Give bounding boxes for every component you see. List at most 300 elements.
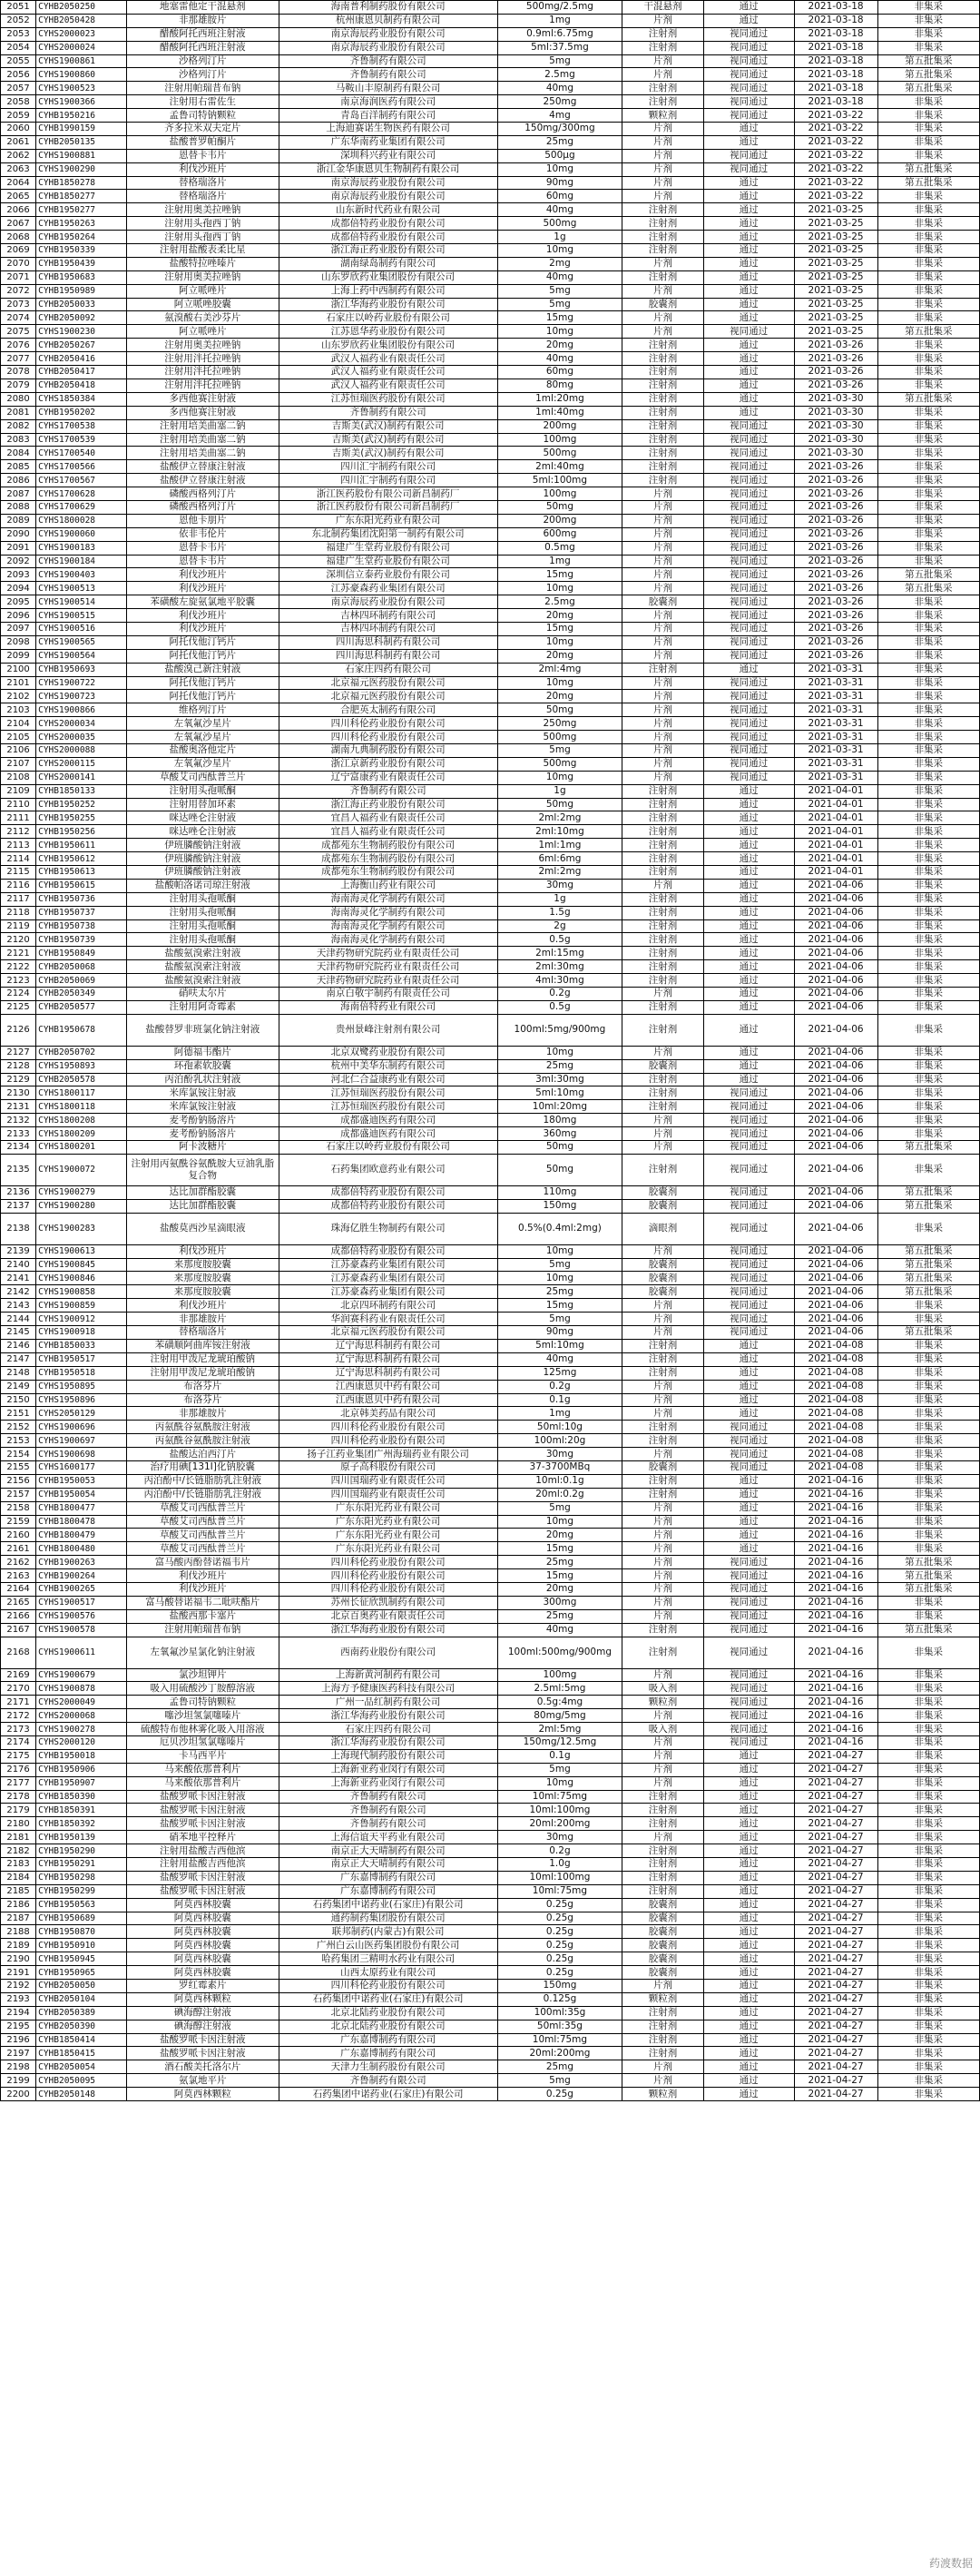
procurement-status-cell: 非集采 (877, 743, 979, 757)
company-name-cell: 齐鲁制药有限公司 (279, 1804, 497, 1817)
row-number-cell: 2053 (1, 27, 36, 41)
company-name-cell: 浙江华海药业股份有限公司 (279, 1735, 497, 1749)
acceptance-number-cell: CYHB1950263 (36, 217, 127, 231)
approval-date-cell: 2021-04-01 (794, 866, 877, 880)
dosage-form-cell: 片剂 (622, 703, 704, 717)
evaluation-status-cell: 视同通过 (703, 162, 794, 176)
drug-name-cell: 醋酸阿托西班注射液 (126, 41, 279, 54)
evaluation-status-cell: 通过 (703, 1763, 794, 1776)
acceptance-number-cell: CYHB2050416 (36, 352, 127, 366)
approval-date-cell: 2021-04-27 (794, 2020, 877, 2033)
specification-cell: 0.5mg (497, 541, 622, 555)
drug-name-cell: 伊班膦酸钠注射液 (126, 852, 279, 866)
specification-cell: 1.0g (497, 1858, 622, 1872)
drug-name-cell: 丙泊酚中/长链脂肪乳注射液 (126, 1474, 279, 1488)
acceptance-number-cell: CYHB1950611 (36, 839, 127, 852)
company-name-cell: 吉林四环制药有限公司 (279, 609, 497, 623)
acceptance-number-cell: CYHB1950139 (36, 1831, 127, 1844)
company-name-cell: 吉斯美(武汉)制药有限公司 (279, 433, 497, 447)
drug-name-cell: 沙格列汀片 (126, 54, 279, 68)
dosage-form-cell: 片剂 (622, 1515, 704, 1529)
table-row (1, 635, 980, 649)
specification-cell: 5ml:10mg (497, 1086, 622, 1100)
dosage-form-cell: 片剂 (622, 1529, 704, 1542)
dosage-form-cell: 胶囊剂 (622, 1925, 704, 1939)
evaluation-status-cell: 通过 (703, 1992, 794, 2006)
company-name-cell: 马鞍山丰原制药有限公司 (279, 82, 497, 95)
company-name-cell: 深圳信立泰药业股份有限公司 (279, 568, 497, 582)
table-row (1, 1434, 980, 1448)
evaluation-status-cell: 视同通过 (703, 1637, 794, 1668)
company-name-cell: 山西太原药业有限公司 (279, 1966, 497, 1980)
row-number-cell: 2097 (1, 622, 36, 635)
drug-name-cell: 注射用盐酸表柔比星 (126, 244, 279, 258)
procurement-status-cell: 非集采 (877, 244, 979, 258)
specification-cell: 50mg (497, 1154, 622, 1185)
drug-name-cell: 阿莫西林胶囊 (126, 1912, 279, 1925)
approval-date-cell: 2021-04-27 (794, 2006, 877, 2020)
procurement-status-cell: 第五批集采 (877, 1141, 979, 1155)
specification-cell: 5ml:10mg (497, 1339, 622, 1352)
specification-cell: 10ml:75mg (497, 1884, 622, 1898)
company-name-cell: 哈药集团三精明水药业有限公司 (279, 1952, 497, 1966)
approval-date-cell: 2021-03-31 (794, 731, 877, 744)
acceptance-number-cell: CYHB1950737 (36, 906, 127, 919)
approval-date-cell: 2021-04-16 (794, 1709, 877, 1723)
dosage-form-cell: 注射剂 (622, 1421, 704, 1434)
dosage-form-cell: 片剂 (622, 555, 704, 568)
table-row (1, 933, 980, 947)
acceptance-number-cell: CYHS1900696 (36, 1421, 127, 1434)
dosage-form-cell: 片剂 (622, 568, 704, 582)
approval-date-cell: 2021-03-22 (794, 190, 877, 203)
approval-date-cell: 2021-04-01 (794, 811, 877, 825)
approval-date-cell: 2021-04-27 (794, 1884, 877, 1898)
approval-date-cell: 2021-03-26 (794, 352, 877, 366)
acceptance-number-cell: CYHS1900183 (36, 541, 127, 555)
specification-cell: 150mg/300mg (497, 123, 622, 136)
approval-date-cell: 2021-04-01 (794, 852, 877, 866)
dosage-form-cell: 片剂 (622, 771, 704, 784)
row-number-cell: 2084 (1, 447, 36, 460)
specification-cell: 10mg (497, 582, 622, 595)
dosage-form-cell: 注射剂 (622, 825, 704, 839)
specification-cell: 20mg (497, 609, 622, 623)
company-name-cell: 四川国瑞药业有限责任公司 (279, 1488, 497, 1501)
acceptance-number-cell: CYHB1950339 (36, 244, 127, 258)
company-name-cell: 江苏豪森药业集团有限公司 (279, 1272, 497, 1285)
company-name-cell: 石药集团中诺药业(石家庄)有限公司 (279, 2088, 497, 2101)
drug-name-cell: 碘海醇注射液 (126, 2006, 279, 2020)
row-number-cell: 2083 (1, 433, 36, 447)
acceptance-number-cell: CYHB1950689 (36, 1912, 127, 1925)
table-row (1, 447, 980, 460)
company-name-cell: 天津力生制药股份有限公司 (279, 2060, 497, 2074)
drug-name-cell: 米库氯铵注射液 (126, 1086, 279, 1100)
specification-cell: 0.25g (497, 1966, 622, 1980)
table-row (1, 135, 980, 149)
row-number-cell: 2117 (1, 892, 36, 906)
specification-cell: 10ml:75mg (497, 1790, 622, 1804)
table-row (1, 622, 980, 635)
evaluation-status-cell: 视同通过 (703, 460, 794, 474)
row-number-cell: 2158 (1, 1501, 36, 1515)
drug-name-cell: 阿托伐他汀钙片 (126, 649, 279, 663)
row-number-cell: 2137 (1, 1199, 36, 1213)
company-name-cell: 广东嘉博制药有限公司 (279, 2033, 497, 2047)
dosage-form-cell: 片剂 (622, 1127, 704, 1141)
approval-date-cell: 2021-04-16 (794, 1623, 877, 1637)
evaluation-status-cell: 通过 (703, 960, 794, 974)
drug-name-cell: 阿卡波糖片 (126, 1141, 279, 1155)
dosage-form-cell: 胶囊剂 (622, 1939, 704, 1952)
company-name-cell: 石药集团欧意药业有限公司 (279, 1154, 497, 1185)
approval-date-cell: 2021-04-16 (794, 1488, 877, 1501)
table-row (1, 1992, 980, 2006)
specification-cell: 40mg (497, 203, 622, 217)
table-row (1, 54, 980, 68)
approval-date-cell: 2021-04-08 (794, 1339, 877, 1352)
specification-cell: 20mg (497, 649, 622, 663)
drug-name-cell: 阿立哌唑胶囊 (126, 298, 279, 311)
acceptance-number-cell: CYHS1900722 (36, 676, 127, 690)
approval-date-cell: 2021-04-06 (794, 1127, 877, 1141)
approval-date-cell: 2021-03-26 (794, 582, 877, 595)
row-number-cell: 2141 (1, 1272, 36, 1285)
dosage-form-cell: 注射剂 (622, 95, 704, 109)
row-number-cell: 2088 (1, 500, 36, 514)
table-row (1, 1393, 980, 1407)
evaluation-status-cell: 通过 (703, 311, 794, 325)
acceptance-number-cell: CYHS1900912 (36, 1313, 127, 1326)
drug-name-cell: 氨溴酸右美沙芬片 (126, 311, 279, 325)
procurement-status-cell: 非集采 (877, 825, 979, 839)
row-number-cell: 2089 (1, 514, 36, 527)
table-row (1, 203, 980, 217)
company-name-cell: 浙江华海药业股份有限公司 (279, 298, 497, 311)
dosage-form-cell: 注射剂 (622, 339, 704, 352)
table-row (1, 2047, 980, 2060)
acceptance-number-cell: CYHB1950018 (36, 1749, 127, 1763)
specification-cell: 600mg (497, 527, 622, 541)
company-name-cell: 江苏恒瑞医药股份有限公司 (279, 392, 497, 406)
dosage-form-cell: 片剂 (622, 1980, 704, 1993)
table-row (1, 1696, 980, 1709)
specification-cell: 250mg (497, 95, 622, 109)
acceptance-number-cell: CYHS1900565 (36, 635, 127, 649)
acceptance-number-cell: CYHS1900846 (36, 1272, 127, 1285)
acceptance-number-cell: CYHS1900859 (36, 1299, 127, 1313)
row-number-cell: 2076 (1, 339, 36, 352)
acceptance-number-cell: CYHS1900403 (36, 568, 127, 582)
procurement-status-cell: 非集采 (877, 1501, 979, 1515)
row-number-cell: 2068 (1, 231, 36, 244)
dosage-form-cell: 注射剂 (622, 1100, 704, 1114)
specification-cell: 125mg (497, 1366, 622, 1380)
procurement-status-cell: 非集采 (877, 109, 979, 123)
table-row (1, 406, 980, 419)
row-number-cell: 2174 (1, 1735, 36, 1749)
drug-name-cell: 替格瑞洛片 (126, 190, 279, 203)
evaluation-status-cell: 通过 (703, 2047, 794, 2060)
procurement-status-cell: 非集采 (877, 14, 979, 27)
dosage-form-cell: 胶囊剂 (622, 1059, 704, 1073)
procurement-status-cell: 非集采 (877, 1637, 979, 1668)
dosage-form-cell: 吸入剂 (622, 1723, 704, 1736)
table-row (1, 1014, 980, 1046)
procurement-status-cell: 非集采 (877, 1460, 979, 1474)
row-number-cell: 2197 (1, 2047, 36, 2060)
dosage-form-cell: 片剂 (622, 1114, 704, 1127)
evaluation-status-cell: 通过 (703, 1831, 794, 1844)
specification-cell: 100ml:35g (497, 2006, 622, 2020)
table-row (1, 798, 980, 811)
row-number-cell: 2120 (1, 933, 36, 947)
procurement-status-cell: 第五批集采 (877, 54, 979, 68)
approval-date-cell: 2021-04-06 (794, 1258, 877, 1272)
drug-name-cell: 利伐沙班片 (126, 568, 279, 582)
specification-cell: 1mg (497, 14, 622, 27)
drug-name-cell: 马来酸依那普利片 (126, 1776, 279, 1790)
table-row (1, 379, 980, 392)
procurement-status-cell: 非集采 (877, 649, 979, 663)
procurement-status-cell: 非集采 (877, 1844, 979, 1858)
row-number-cell: 2086 (1, 474, 36, 487)
table-row (1, 974, 980, 988)
acceptance-number-cell: CYHB2050578 (36, 1073, 127, 1086)
approval-date-cell: 2021-03-22 (794, 176, 877, 190)
procurement-status-cell: 非集采 (877, 284, 979, 298)
company-name-cell: 成都苑东生物制药股份有限公司 (279, 839, 497, 852)
acceptance-number-cell: CYHB1800480 (36, 1542, 127, 1556)
drug-name-cell: 利伐沙班片 (126, 162, 279, 176)
specification-cell: 300mg (497, 1596, 622, 1609)
table-row (1, 839, 980, 852)
procurement-status-cell: 非集采 (877, 1980, 979, 1993)
specification-cell: 1ml:40mg (497, 406, 622, 419)
drug-name-cell: 利伐沙班片 (126, 1569, 279, 1583)
row-number-cell: 2104 (1, 717, 36, 731)
evaluation-status-cell: 通过 (703, 2033, 794, 2047)
drug-name-cell: 维格列汀片 (126, 703, 279, 717)
specification-cell: 40mg (497, 1352, 622, 1366)
company-name-cell: 浙江海正药业股份有限公司 (279, 244, 497, 258)
drug-name-cell: 阿莫西林胶囊 (126, 1925, 279, 1939)
evaluation-status-cell: 视同通过 (703, 1114, 794, 1127)
procurement-status-cell: 非集采 (877, 1086, 979, 1100)
drug-name-cell: 非那雄胺片 (126, 1313, 279, 1326)
dosage-form-cell: 片剂 (622, 1501, 704, 1515)
specification-cell: 20mg (497, 690, 622, 703)
row-number-cell: 2052 (1, 14, 36, 27)
approval-date-cell: 2021-03-22 (794, 135, 877, 149)
drug-name-cell: 注射用头孢哌酮 (126, 892, 279, 906)
specification-cell: 0.1g (497, 1749, 622, 1763)
procurement-status-cell: 非集采 (877, 1992, 979, 2006)
company-name-cell: 南京海辰药业股份有限公司 (279, 41, 497, 54)
specification-cell: 10mg (497, 244, 622, 258)
evaluation-status-cell: 通过 (703, 14, 794, 27)
dosage-form-cell: 注射剂 (622, 2047, 704, 2060)
dosage-form-cell: 注射剂 (622, 366, 704, 379)
acceptance-number-cell: CYHB1800478 (36, 1515, 127, 1529)
company-name-cell: 海南海灵化学制药有限公司 (279, 906, 497, 919)
table-row (1, 892, 980, 906)
specification-cell: 2g (497, 919, 622, 933)
drug-name-cell: 盐酸氨溴索注射液 (126, 960, 279, 974)
company-name-cell: 通药制药集团股份有限公司 (279, 1912, 497, 1925)
dosage-form-cell: 注射剂 (622, 1086, 704, 1100)
evaluation-status-cell: 通过 (703, 2074, 794, 2088)
approval-date-cell: 2021-03-26 (794, 635, 877, 649)
approval-date-cell: 2021-03-31 (794, 717, 877, 731)
table-row (1, 123, 980, 136)
row-number-cell: 2100 (1, 663, 36, 676)
dosage-form-cell: 注射剂 (622, 919, 704, 933)
table-row (1, 568, 980, 582)
table-row (1, 1980, 980, 1993)
dosage-form-cell: 注射剂 (622, 433, 704, 447)
drug-name-cell: 噻沙坦氢氯噻嗪片 (126, 1709, 279, 1723)
approval-date-cell: 2021-04-16 (794, 1696, 877, 1709)
row-number-cell: 2172 (1, 1709, 36, 1723)
specification-cell: 50mg (497, 500, 622, 514)
table-row (1, 325, 980, 339)
procurement-status-cell: 非集采 (877, 2033, 979, 2047)
acceptance-number-cell: CYHS1900858 (36, 1285, 127, 1299)
procurement-status-cell: 非集采 (877, 1073, 979, 1086)
row-number-cell: 2200 (1, 2088, 36, 2101)
approval-date-cell: 2021-04-06 (794, 1199, 877, 1213)
procurement-status-cell: 非集采 (877, 879, 979, 892)
drug-name-cell: 注射用帕瑞昔布钠 (126, 1623, 279, 1637)
evaluation-status-cell: 视同通过 (703, 447, 794, 460)
approval-date-cell: 2021-03-18 (794, 14, 877, 27)
row-number-cell: 2133 (1, 1127, 36, 1141)
specification-cell: 25mg (497, 2060, 622, 2074)
dosage-form-cell: 注射剂 (622, 203, 704, 217)
company-name-cell: 齐鲁制药有限公司 (279, 68, 497, 82)
dosage-form-cell: 片剂 (622, 1046, 704, 1059)
dosage-form-cell: 片剂 (622, 609, 704, 623)
specification-cell: 10mg (497, 1244, 622, 1258)
evaluation-status-cell: 视同通过 (703, 1213, 794, 1244)
evaluation-status-cell: 通过 (703, 1380, 794, 1393)
row-number-cell: 2061 (1, 135, 36, 149)
approval-date-cell: 2021-03-30 (794, 433, 877, 447)
drug-name-cell: 注射用泮托拉唑钠 (126, 379, 279, 392)
drug-name-cell: 盐酸伊立替康注射液 (126, 460, 279, 474)
drug-name-cell: 卡马西平片 (126, 1749, 279, 1763)
dosage-form-cell: 胶囊剂 (622, 1199, 704, 1213)
company-name-cell: 浙江医药股份有限公司新昌制药厂 (279, 500, 497, 514)
acceptance-number-cell: CYHB2050069 (36, 974, 127, 988)
row-number-cell: 2188 (1, 1925, 36, 1939)
evaluation-status-cell: 通过 (703, 892, 794, 906)
company-name-cell: 广东东阳光药业有限公司 (279, 1542, 497, 1556)
procurement-status-cell: 非集采 (877, 419, 979, 433)
procurement-status-cell: 非集采 (877, 1682, 979, 1696)
table-row (1, 1790, 980, 1804)
table-row (1, 419, 980, 433)
approval-date-cell: 2021-04-06 (794, 1285, 877, 1299)
evaluation-status-cell: 通过 (703, 1515, 794, 1529)
acceptance-number-cell: CYHB1950298 (36, 1871, 127, 1884)
specification-cell: 40mg (497, 352, 622, 366)
drug-name-cell: 阿托伐他汀钙片 (126, 635, 279, 649)
approval-date-cell: 2021-04-16 (794, 1515, 877, 1529)
company-name-cell: 合肥英太制药有限公司 (279, 703, 497, 717)
acceptance-number-cell: CYHS2050129 (36, 1407, 127, 1421)
row-number-cell: 2079 (1, 379, 36, 392)
acceptance-number-cell: CYHB2050135 (36, 135, 127, 149)
acceptance-number-cell: CYHS1900230 (36, 325, 127, 339)
evaluation-status-cell: 视同通过 (703, 487, 794, 501)
specification-cell: 0.125g (497, 1992, 622, 2006)
table-row (1, 1352, 980, 1366)
drug-name-cell: 罗红霉素片 (126, 1980, 279, 1993)
specification-cell: 0.25g (497, 1898, 622, 1912)
table-row (1, 311, 980, 325)
table-row (1, 27, 980, 41)
approval-date-cell: 2021-04-27 (794, 1790, 877, 1804)
drug-name-cell: 马来酸依那普利片 (126, 1763, 279, 1776)
dosage-form-cell: 片剂 (622, 162, 704, 176)
acceptance-number-cell: CYHS1950893 (36, 1059, 127, 1073)
specification-cell: 1ml:20mg (497, 392, 622, 406)
specification-cell: 250mg (497, 717, 622, 731)
approval-date-cell: 2021-04-27 (794, 1925, 877, 1939)
company-name-cell: 山东新时代药业有限公司 (279, 203, 497, 217)
procurement-status-cell: 第五批集采 (877, 176, 979, 190)
dosage-form-cell: 注射剂 (622, 1637, 704, 1668)
evaluation-status-cell: 通过 (703, 1366, 794, 1380)
evaluation-status-cell: 通过 (703, 1966, 794, 1980)
acceptance-number-cell: CYHB1950615 (36, 879, 127, 892)
dosage-form-cell: 注射剂 (622, 2006, 704, 2020)
approval-date-cell: 2021-04-27 (794, 2060, 877, 2074)
evaluation-status-cell: 通过 (703, 1980, 794, 1993)
evaluation-status-cell: 视同通过 (703, 703, 794, 717)
company-name-cell: 辽宁富康药业有限责任公司 (279, 771, 497, 784)
procurement-status-cell: 非集采 (877, 270, 979, 284)
evaluation-status-cell: 视同通过 (703, 1448, 794, 1461)
dosage-form-cell: 片剂 (622, 1709, 704, 1723)
table-row (1, 190, 980, 203)
procurement-status-cell: 非集采 (877, 1735, 979, 1749)
procurement-status-cell: 非集采 (877, 257, 979, 270)
drug-name-cell: 盐酸氨溴索注射液 (126, 947, 279, 960)
acceptance-number-cell: CYHB1950299 (36, 1884, 127, 1898)
row-number-cell: 2178 (1, 1790, 36, 1804)
evaluation-status-cell: 视同通过 (703, 1623, 794, 1637)
table-row (1, 1749, 980, 1763)
table-row (1, 757, 980, 771)
approval-date-cell: 2021-04-06 (794, 1014, 877, 1046)
evaluation-status-cell: 视同通过 (703, 771, 794, 784)
drug-name-cell: 米库氯铵注射液 (126, 1100, 279, 1114)
procurement-status-cell: 非集采 (877, 1059, 979, 1073)
approval-date-cell: 2021-04-01 (794, 784, 877, 798)
company-name-cell: 南京海辰药业股份有限公司 (279, 595, 497, 609)
procurement-status-cell: 非集采 (877, 1515, 979, 1529)
table-row (1, 1244, 980, 1258)
drug-name-cell: 注射用泮托拉唑钠 (126, 352, 279, 366)
dosage-form-cell: 片剂 (622, 1326, 704, 1340)
procurement-status-cell: 非集采 (877, 717, 979, 731)
specification-cell: 60mg (497, 190, 622, 203)
acceptance-number-cell: CYHS1900866 (36, 703, 127, 717)
